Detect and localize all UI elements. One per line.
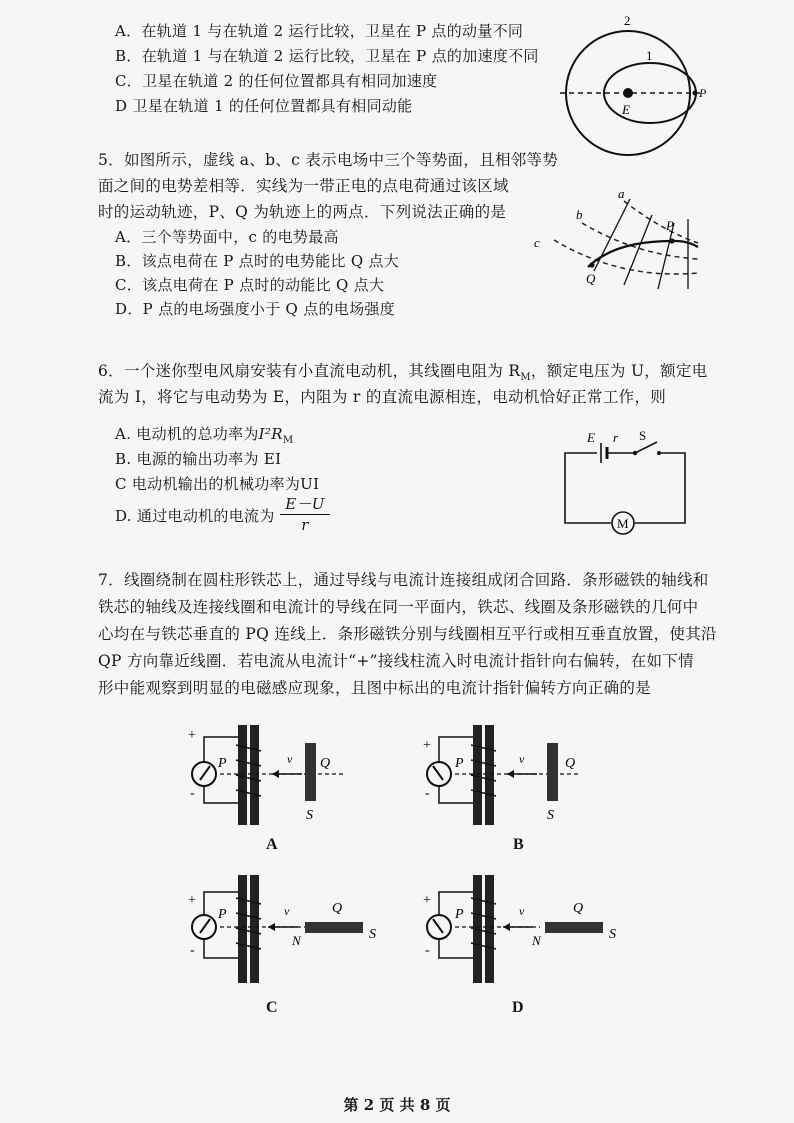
q5-option-b: B．该点电荷在 P 点时的电势能比 Q 点大: [115, 252, 400, 270]
q5-stem-line-2: 面之间的电势差相等．实线为一带正电的点电荷通过该区域: [98, 177, 509, 195]
q7-caption-c: C: [266, 999, 278, 1016]
iron-core-2: [485, 725, 494, 825]
q6-stem-tail: ，额定电压为 U，额定电: [530, 362, 708, 380]
q6-circuit-figure: [555, 428, 695, 546]
q7-stem-line-3: 心均在与铁芯垂直的 PQ 连线上．条形磁铁分别与线圈相互平行或相互垂直放置，使其沿: [98, 625, 717, 643]
pole-label: S: [547, 808, 554, 823]
fraction-numerator: E－U: [280, 494, 330, 515]
velocity-arrowhead: [272, 770, 279, 778]
q4-option-b: B．在轨道 1 与在轨道 2 运行比较，卫星在 P 点的加速度不同: [115, 47, 539, 65]
p-label: P: [455, 907, 464, 922]
minus-label: -: [425, 786, 430, 801]
switch-label: S: [639, 428, 647, 443]
orbit-1-label: 1: [646, 48, 653, 63]
q7-figure-d: [415, 870, 635, 990]
iron-core-2: [485, 875, 494, 983]
plus-label: +: [423, 738, 431, 753]
point-p-label: P: [699, 86, 707, 100]
galvanometer-wire-lower: [204, 786, 240, 803]
label-c: c: [534, 235, 540, 250]
bar-magnet: [545, 922, 603, 933]
v-label: v: [287, 752, 293, 766]
q-label: Q: [320, 756, 331, 771]
earth-dot: [623, 88, 633, 98]
label-p: P: [666, 218, 674, 233]
emf-label: E: [587, 430, 595, 445]
q6-option-d-fraction: [280, 494, 330, 535]
bar-magnet: [547, 743, 558, 801]
circuit-wire-right: [635, 453, 685, 523]
plus-label: +: [188, 893, 196, 908]
equipotential-a: [624, 201, 698, 243]
galvanometer-wire-lower: [439, 786, 475, 803]
fraction-denominator: r: [301, 516, 309, 534]
q5-option-c: C．该点电荷在 P 点时的动能比 Q 点大: [115, 276, 385, 294]
q-label: Q: [573, 901, 584, 916]
iron-core-2: [250, 725, 259, 825]
q6-option-a-text: A. 电动机的总功率为: [115, 425, 259, 443]
velocity-arrowhead: [503, 923, 510, 931]
q5-field-figure: [526, 185, 726, 300]
v-label: v: [519, 752, 525, 766]
label-b: b: [576, 207, 583, 222]
plus-label: +: [423, 893, 431, 908]
q5-stem-line-1: 5．如图所示，虚线 a、b、c 表示电场中三个等势面，且相邻等势: [98, 151, 559, 169]
field-line-1: [594, 199, 630, 271]
q6-option-d: [115, 506, 275, 526]
minus-label: -: [190, 943, 195, 958]
q7-caption-d: D: [512, 999, 524, 1016]
q6-stem-line-2: 流为 I，将它与电动势为 E，内阻为 r 的直流电源相连，电动机恰好正常工作，则: [98, 388, 667, 406]
q7-stem-line-5: 形中能观察到明显的电磁感应现象，且图中标出的电流计指针偏转方向正确的是: [98, 679, 652, 697]
q6-option-c: C 电动机输出的机械功率为UI: [115, 475, 320, 493]
motor-label: M: [617, 516, 629, 531]
q5-option-a: A．三个等势面中，c 的电势最高: [115, 228, 339, 246]
q4-option-c: C．卫星在轨道 2 的任何位置都具有相同加速度: [115, 72, 438, 90]
s-pole-label: S: [369, 927, 376, 942]
q6-option-d-text: D. 通过电动机的电流为: [115, 507, 275, 525]
v-label: v: [284, 904, 290, 918]
point-p-dot: [669, 238, 674, 243]
galvanometer-wire-lower: [204, 939, 240, 958]
minus-label: -: [425, 943, 430, 958]
q6-stem-line-1: [98, 361, 708, 388]
point-p-dot: [693, 91, 698, 96]
q7-figure-a: [180, 715, 380, 830]
q6-option-a: [115, 424, 293, 451]
v-label: v: [519, 904, 525, 918]
iron-core: [238, 725, 247, 825]
minus-label: -: [190, 786, 195, 801]
q7-caption-a: A: [266, 836, 278, 853]
q6-option-b: B. 电源的输出功率为 EI: [115, 450, 282, 468]
q4-option-d: D 卫星在轨道 1 的任何位置都具有相同动能: [115, 97, 413, 115]
n-pole-label: N: [292, 933, 301, 948]
q-label: Q: [565, 756, 576, 771]
switch-contact: [657, 451, 661, 455]
q7-figure-b: [415, 715, 615, 830]
earth-label: E: [622, 102, 630, 117]
q4-orbit-figure: [558, 8, 718, 156]
switch-blade: [635, 442, 657, 453]
p-label: P: [455, 756, 464, 771]
q5-stem-line-3: 时的运动轨迹，P、Q 为轨迹上的两点．下列说法正确的是: [98, 203, 507, 221]
p-label: P: [218, 756, 227, 771]
q6-option-a-sub: M: [282, 435, 294, 446]
q6-sub-m: M: [520, 372, 531, 384]
n-pole-label: N: [532, 933, 541, 948]
page-footer: 第 2 页 共 8 页: [343, 1096, 451, 1114]
circuit-wire: [565, 453, 611, 523]
internal-resistance-label: r: [613, 430, 619, 445]
plus-label: +: [188, 728, 196, 743]
velocity-arrowhead: [268, 923, 275, 931]
label-q: Q: [586, 271, 596, 286]
q5-option-d: D．P 点的电场强度小于 Q 点的电场强度: [115, 300, 396, 318]
iron-core-2: [250, 875, 259, 983]
point-q-dot: [589, 262, 594, 267]
q6-stem-head: 6．一个迷你型电风扇安装有小直流电动机，其线圈电阻为 R: [98, 362, 521, 380]
q4-option-a: A．在轨道 1 与在轨道 2 运行比较，卫星在 P 点的动量不同: [115, 22, 524, 40]
orbit-2-label: 2: [624, 13, 631, 28]
q6-option-a-math: I²R: [258, 425, 283, 443]
p-label: P: [218, 907, 227, 922]
q7-figure-c: [180, 870, 400, 990]
q-label: Q: [332, 901, 343, 916]
q7-stem-line-1: 7．线圈绕制在圆柱形铁芯上，通过导线与电流计连接组成闭合回路．条形磁铁的轴线和: [98, 571, 709, 589]
field-line-2: [624, 215, 652, 285]
q7-stem-line-4: QP 方向靠近线圈．若电流从电流计“+”接线柱流入时电流计指针向右偏转，在如下情: [98, 652, 694, 670]
label-a: a: [618, 186, 625, 201]
s-pole-label: S: [609, 927, 616, 942]
pole-label: S: [306, 808, 313, 823]
galvanometer-wire-lower: [439, 939, 475, 958]
bar-magnet: [305, 922, 363, 933]
velocity-arrowhead: [507, 770, 514, 778]
q7-stem-line-2: 铁芯的轴线及连接线圈和电流计的导线在同一平面内，铁芯、线圈及条形磁铁的几何中: [98, 598, 699, 616]
iron-core: [473, 725, 482, 825]
q7-caption-b: B: [513, 836, 524, 853]
bar-magnet: [305, 743, 316, 801]
